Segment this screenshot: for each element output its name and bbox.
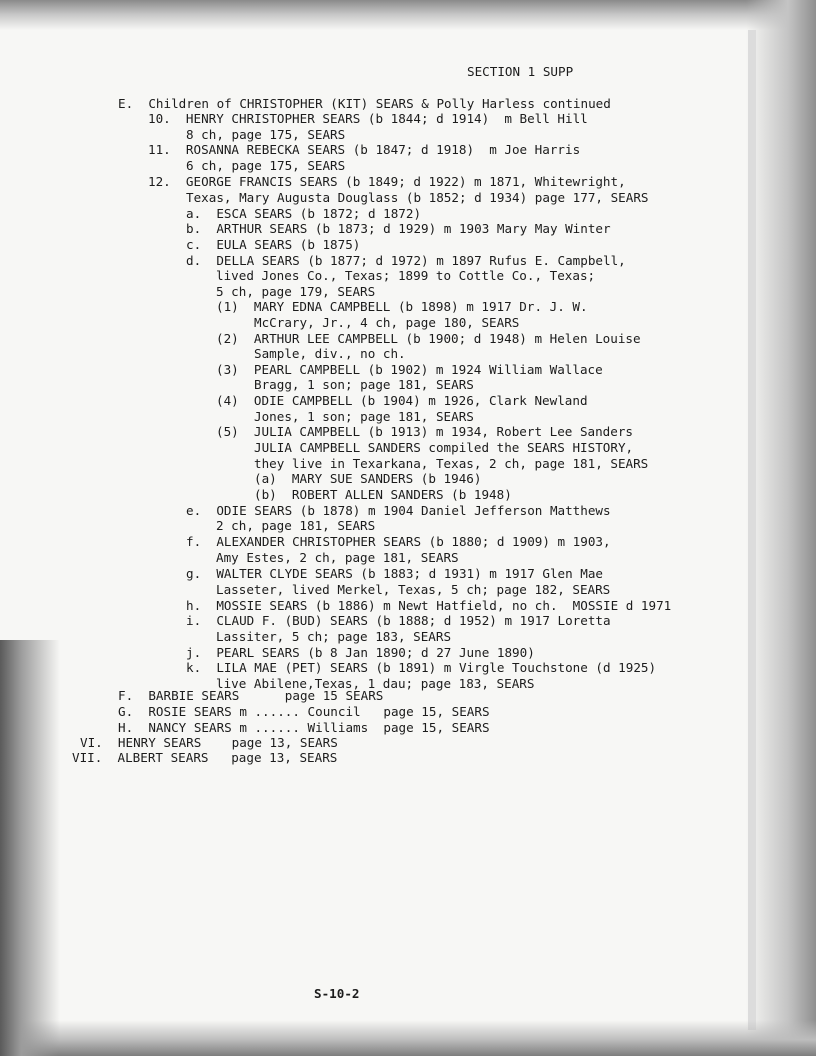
text-line: Amy Estes, 2 ch, page 181, SEARS xyxy=(216,550,459,565)
text-line: lived Jones Co., Texas; 1899 to Cottle Co., Texas; xyxy=(216,268,596,283)
text-line: f. ALEXANDER CHRISTOPHER SEARS (b 1880; d 1909) m 1903, xyxy=(186,534,611,549)
text-line: g. WALTER CLYDE SEARS (b 1883; d 1931) m 1917 Glen Mae xyxy=(186,566,604,581)
text-line: they live in Texarkana, Texas, 2 ch, page 181, SEARS xyxy=(254,456,649,471)
text-line: VI. HENRY SEARS page 13, SEARS xyxy=(80,735,338,750)
text-line: Bragg, 1 son; page 181, SEARS xyxy=(254,377,474,392)
text-line: Sample, div., no ch. xyxy=(254,346,406,361)
page-number: S-10-2 xyxy=(314,986,360,1001)
text-line: (4) ODIE CAMPBELL (b 1904) m 1926, Clark Newland xyxy=(216,393,588,408)
scan-edge-top xyxy=(0,0,816,30)
text-line: 8 ch, page 175, SEARS xyxy=(186,127,346,142)
scan-edge-right xyxy=(746,0,816,1056)
text-line: Jones, 1 son; page 181, SEARS xyxy=(254,409,474,424)
text-line: Texas, Mary Augusta Douglass (b 1852; d 1934) page 177, SEARS xyxy=(186,190,649,205)
text-line: b. ARTHUR SEARS (b 1873; d 1929) m 1903 Mary May Winter xyxy=(186,221,611,236)
text-line: Lassiter, 5 ch; page 183, SEARS xyxy=(216,629,452,644)
text-line: McCrary, Jr., 4 ch, page 180, SEARS xyxy=(254,315,520,330)
text-line: j. PEARL SEARS (b 8 Jan 1890; d 27 June 1890) xyxy=(186,645,535,660)
text-line: 6 ch, page 175, SEARS xyxy=(186,158,346,173)
text-line: (3) PEARL CAMPBELL (b 1902) m 1924 William Wallace xyxy=(216,362,603,377)
text-line: 10. HENRY CHRISTOPHER SEARS (b 1844; d 1914) m Bell Hill xyxy=(148,111,588,126)
text-line: d. DELLA SEARS (b 1877; d 1972) m 1897 Rufus E. Campbell, xyxy=(186,253,626,268)
text-line: i. CLAUD F. (BUD) SEARS (b 1888; d 1952) m 1917 Loretta xyxy=(186,613,611,628)
text-line: h. MOSSIE SEARS (b 1886) m Newt Hatfield, no ch. MOSSIE d 1971 xyxy=(186,598,672,613)
text-line: (2) ARTHUR LEE CAMPBELL (b 1900; d 1948) m Helen Louise xyxy=(216,331,641,346)
text-line: k. LILA MAE (PET) SEARS (b 1891) m Virgle Touchstone (d 1925) xyxy=(186,660,657,675)
text-line: live Abilene,Texas, 1 dau; page 183, SEARS xyxy=(216,676,535,691)
text-line: H. NANCY SEARS m ...... Williams page 15, SEARS xyxy=(118,720,490,735)
text-line: VII. ALBERT SEARS page 13, SEARS xyxy=(72,750,338,765)
text-line: (1) MARY EDNA CAMPBELL (b 1898) m 1917 Dr. J. W. xyxy=(216,299,588,314)
scan-page-fold xyxy=(748,30,756,1030)
section-header: SECTION 1 SUPP xyxy=(467,64,574,79)
text-line: (b) ROBERT ALLEN SANDERS (b 1948) xyxy=(254,487,512,502)
text-line: 12. GEORGE FRANCIS SEARS (b 1849; d 1922) m 1871, Whitewright, xyxy=(148,174,626,189)
text-line: 11. ROSANNA REBECKA SEARS (b 1847; d 1918) m Joe Harris xyxy=(148,142,581,157)
text-line: JULIA CAMPBELL SANDERS compiled the SEARS HISTORY, xyxy=(254,440,634,455)
scan-edge-left xyxy=(0,640,60,1056)
text-line: F. BARBIE SEARS page 15 SEARS xyxy=(118,688,384,703)
text-line: G. ROSIE SEARS m ...... Council page 15, SEARS xyxy=(118,704,490,719)
text-line: 2 ch, page 181, SEARS xyxy=(216,518,376,533)
text-line: (5) JULIA CAMPBELL (b 1913) m 1934, Robert Lee Sanders xyxy=(216,424,634,439)
text-line: 5 ch, page 179, SEARS xyxy=(216,284,376,299)
text-line: a. ESCA SEARS (b 1872; d 1872) xyxy=(186,206,422,221)
text-line: c. EULA SEARS (b 1875) xyxy=(186,237,361,252)
text-line: Lasseter, lived Merkel, Texas, 5 ch; page 182, SEARS xyxy=(216,582,611,597)
scan-edge-bottom xyxy=(0,1020,816,1056)
text-line: E. Children of CHRISTOPHER (KIT) SEARS & Polly Harless continued xyxy=(118,96,611,111)
text-line: (a) MARY SUE SANDERS (b 1946) xyxy=(254,471,482,486)
text-line: e. ODIE SEARS (b 1878) m 1904 Daniel Jefferson Matthews xyxy=(186,503,611,518)
